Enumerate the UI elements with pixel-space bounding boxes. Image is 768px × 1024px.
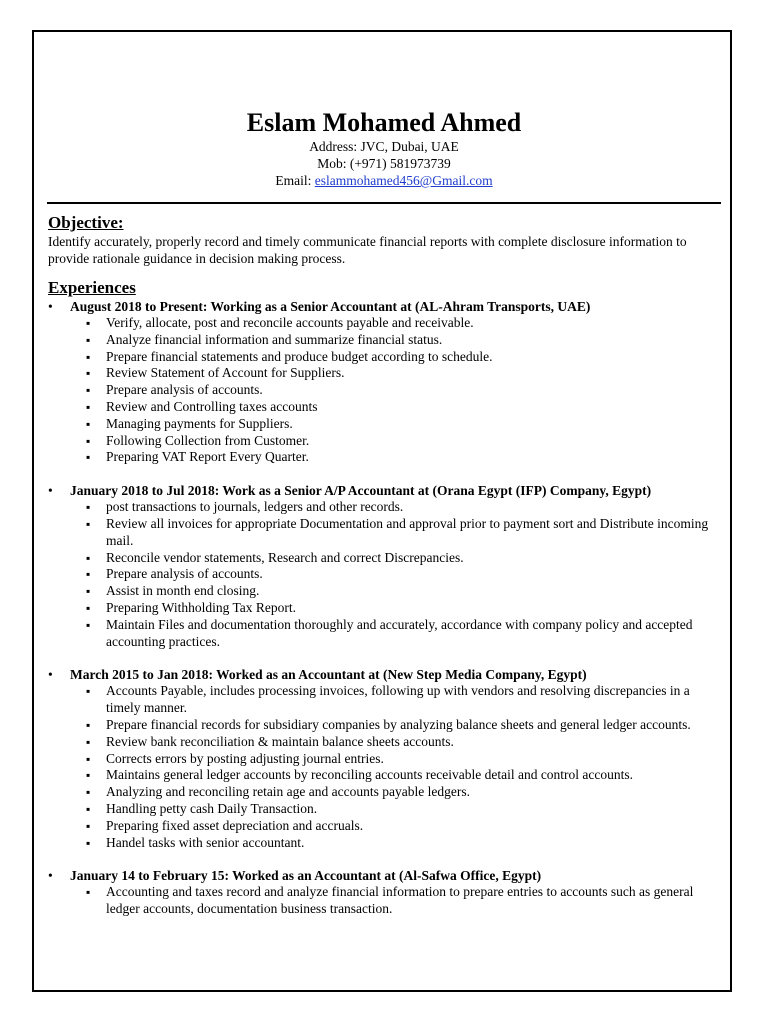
task-item: ▪ Prepare financial records for subsidiary companies by analyzing balance sheets and general ledger accounts. — [106, 717, 720, 734]
email-line — [48, 172, 720, 189]
task-item: ▪ Verify, allocate, post and reconcile accounts payable and receivable. — [106, 315, 720, 332]
task-item: ▪ Following Collection from Customer. — [106, 433, 720, 450]
task-item: ▪ Maintain Files and documentation thoroughly and accurately, accordance with company policy and accepted accounting practices. — [106, 617, 720, 651]
task-item: ▪ Accounting and taxes record and analyze financial information to prepare entries to accounts such as general ledger accounts, documentation business transaction. — [106, 884, 720, 918]
mobile-line: Mob: (+971) 581973739 — [317, 156, 451, 171]
task-item: ▪ Review and Controlling taxes accounts — [106, 399, 720, 416]
objective-text: Identify accurately, properly record and timely communicate financial reports with complete disclosure information to provide rationale guidance in decision making process. — [48, 234, 687, 266]
task-item: ▪ Prepare analysis of accounts. — [106, 382, 720, 399]
task-item: ▪ Accounts Payable, includes processing invoices, following up with vendors and resolving discrepancies in a timely manner. — [106, 683, 720, 717]
task-item: ▪ Corrects errors by posting adjusting journal entries. — [106, 751, 720, 768]
task-item: ▪ Managing payments for Suppliers. — [106, 416, 720, 433]
objective-title: Objective: — [48, 213, 124, 232]
task-item: ▪ Handling petty cash Daily Transaction. — [106, 801, 720, 818]
email-link[interactable]: eslammohamed456@Gmail.com — [314, 173, 493, 188]
task-list — [70, 884, 720, 918]
task-list — [70, 499, 720, 650]
experience-item — [48, 298, 720, 466]
task-item: ▪ Preparing fixed asset depreciation and accruals. — [106, 818, 720, 835]
experience-heading: • August 2018 to Present: Working as a Senior Accountant at (AL-Ahram Transports, UAE) — [70, 299, 591, 314]
experience-list — [48, 298, 720, 918]
address-line: Address: JVC, Dubai, UAE — [309, 139, 459, 154]
experience-item — [48, 867, 720, 918]
task-item: ▪ Analyze financial information and summarize financial status. — [106, 332, 720, 349]
task-item: ▪ Review Statement of Account for Suppliers. — [106, 365, 720, 382]
resume-header — [48, 108, 720, 189]
task-item: ▪ Prepare analysis of accounts. — [106, 566, 720, 583]
header-divider — [47, 202, 721, 204]
task-item: ▪ Preparing VAT Report Every Quarter. — [106, 449, 720, 466]
page-border — [32, 30, 732, 992]
task-item: ▪ Assist in month end closing. — [106, 583, 720, 600]
experience-heading: • January 14 to February 15: Worked as an Accountant at (Al-Safwa Office, Egypt) — [70, 868, 542, 884]
experience-heading: • January 2018 to Jul 2018: Work as a Senior A/P Accountant at (Orana Egypt (IFP) Company, Egypt) — [70, 483, 652, 499]
task-item: ▪ Prepare financial statements and produce budget according to schedule. — [106, 349, 720, 366]
experience-item — [48, 666, 720, 851]
email-label: Email: — [275, 173, 315, 188]
task-item: ▪ Reconcile vendor statements, Research and correct Discrepancies. — [106, 550, 720, 567]
task-item: ▪ post transactions to journals, ledgers and other records. — [106, 499, 720, 516]
resume-content — [48, 108, 720, 934]
experience-heading: • March 2015 to Jan 2018: Worked as an Accountant at (New Step Media Company, Egypt) — [70, 667, 587, 683]
task-list — [70, 683, 720, 851]
task-item: ▪ Preparing Withholding Tax Report. — [106, 600, 720, 617]
task-item: ▪ Analyzing and reconciling retain age and accounts payable ledgers. — [106, 784, 720, 801]
task-item: ▪ Review all invoices for appropriate Documentation and approval prior to payment sort and Distribute incoming mail. — [106, 516, 720, 550]
task-item: ▪ Maintains general ledger accounts by reconciling accounts receivable detail and control accounts. — [106, 767, 720, 784]
experience-item — [48, 482, 720, 650]
task-item: ▪ Handel tasks with senior accountant. — [106, 835, 720, 852]
candidate-name: Eslam Mohamed Ahmed — [246, 108, 522, 137]
experiences-title: Experiences — [48, 278, 136, 297]
task-item: ▪ Review bank reconciliation & maintain balance sheets accounts. — [106, 734, 720, 751]
task-list — [70, 315, 720, 466]
